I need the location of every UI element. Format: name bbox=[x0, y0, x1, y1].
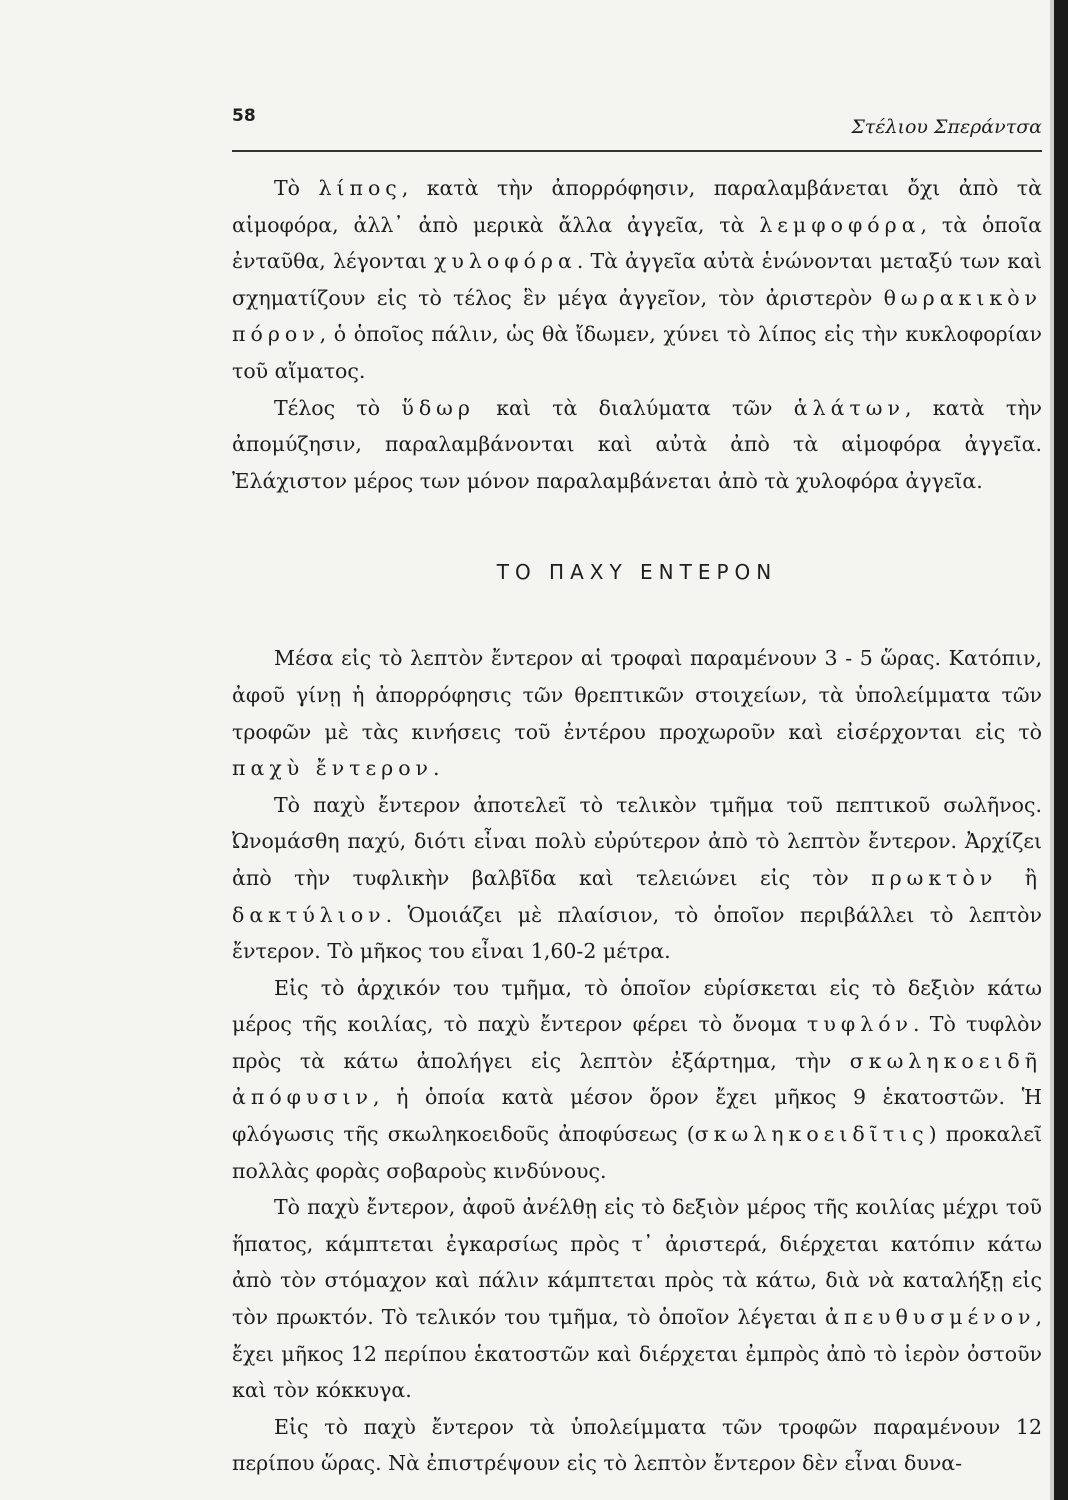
page-edge bbox=[1054, 0, 1068, 1500]
emphasis-term: θωρακικὸν πόρον bbox=[232, 285, 1042, 347]
paragraph-4: Τὸ παχὺ ἔντερον ἀποτελεῖ τὸ τελικὸν τμῆμα τοῦ πεπτικοῦ σωλῆνος. Ὠνομάσθη παχύ, διότι εἶναι πολὺ εὐρύτερον ἀπὸ τὸ λεπτὸν ἔντερον. Ἀρχίζει ἀπὸ τὴν τυφλικὴν βαλβῖδα καὶ τελειώνει εἰς τὸν πρωκτὸν ἢ δακτύλιον. Ὁμοιάζει μὲ πλαίσιον, τὸ ὁποῖον περιβάλλει τὸ λεπτὸν ἔντερον. Τὸ μῆκος του εἶναι 1,60-2 μέτρα. bbox=[232, 792, 1043, 964]
emphasis-term: παχὺ ἔντερον bbox=[232, 756, 433, 781]
emphasis-term: ὕδωρ bbox=[401, 395, 475, 420]
paragraph-7: Εἰς τὸ παχὺ ἔντερον τὰ ὑπολείμματα τῶν τροφῶν παραμένουν 12 περίπου ὥρας. Νὰ ἐπιστρέψουν εἰς τὸ λεπτὸν ἔντερον δὲν εἶναι δυνα- bbox=[232, 1414, 1042, 1476]
emphasis-term: πρωκτὸν ἢ δακτύλιον bbox=[232, 865, 1043, 927]
section-title: ΤΟ ΠΑΧΥ ΕΝΤΕΡΟΝ bbox=[496, 560, 778, 585]
body-text bbox=[232, 170, 1042, 1482]
emphasis-term: ἀπευθυσμένον bbox=[825, 1305, 1036, 1330]
paragraph-6: Τὸ παχὺ ἔντερον, ἀφοῦ ἀνέλθῃ εἰς τὸ δεξιὸν μέρος τῆς κοιλίας μέχρι τοῦ ἥπατος, κάμπτεται ἐγκαρσίως πρὸς τ᾽ ἀριστερά, διέρχεται κατόπιν κάτω ἀπὸ τὸν στόμαχον καὶ πάλιν κάμπτεται πρὸς τὰ κάτω, διὰ νὰ καταλήξῃ εἰς τὸν πρωκτόν. Τὸ τελικόν του τμῆμα, τὸ ὁποῖον λέγεται ἀπευθυσμένον, ἔχει μῆκος 12 περίπου ἑκατοστῶν καὶ διέρχεται ἐμπρὸς ἀπὸ τὸ ἱερὸν ὀστοῦν καὶ τὸν κόκκυγα. bbox=[232, 1195, 1042, 1403]
paragraph-1: Τὸ λίπος, κατὰ τὴν ἀπορρόφησιν, παραλαμβάνεται ὄχι ἀπὸ τὰ αἱμοφόρα, ἀλλ᾽ ἀπὸ μερικὰ ἄλλα ἀγγεῖα, τὰ λεμφοφόρα, τὰ ὁποῖα ἐνταῦθα, λέγονται χυλοφόρα. Τὰ ἀγγεῖα αὐτὰ ἑνώνονται μεταξύ των καὶ σχηματίζουν εἰς τὸ τέλος ἓν μέγα ἀγγεῖον, τὸν ἀριστερὸν θωρακικὸν πόρον, ὁ ὁποῖος πάλιν, ὡς θὰ ἴδωμεν, χύνει τὸ λίπος εἰς τὴν κυκλοφορίαν τοῦ αἵματος. bbox=[232, 176, 1042, 383]
emphasis-term: τυφλόν bbox=[807, 1012, 914, 1037]
emphasis-term: σκωληκοειδῖτις bbox=[694, 1122, 929, 1147]
emphasis-term: ἁλάτων bbox=[793, 395, 905, 420]
header-rule bbox=[232, 150, 1042, 152]
emphasis-term: χυλοφόρα bbox=[434, 249, 577, 274]
page-header bbox=[232, 100, 1042, 154]
emphasis-term: λίπος bbox=[318, 176, 402, 200]
emphasis-term: λεμφοφόρα bbox=[759, 212, 921, 237]
emphasis-term: σκωληκοειδῆ ἀπόφυσιν bbox=[232, 1048, 1042, 1110]
paragraph-5: Εἰς τὸ ἀρχικόν του τμῆμα, τὸ ὁποῖον εὑρίσκεται εἰς τὸ δεξιὸν κάτω μέρος τῆς κοιλίας, τὸ παχὺ ἔντερον φέρει τὸ ὄνομα τυφλόν. Τὸ τυφλὸν πρὸς τὰ κάτω ἀπολήγει εἰς λεπτὸν ἐξάρτημα, τὴν σκωληκοειδῆ ἀπόφυσιν, ἡ ὁποία κατὰ μέσον ὅρον ἔχει μῆκος 9 ἑκατοστῶν. Ἡ φλόγωσις τῆς σκωληκοειδοῦς ἀποφύσεως (σκωληκοειδῖτις) προκαλεῖ πολλὰς φορὰς σοβαροὺς κινδύνους. bbox=[232, 975, 1042, 1183]
paragraph-2: Τέλος τὸ ὕδωρ καὶ τὰ διαλύματα τῶν ἁλάτων, κατὰ τὴν ἀπομύζησιν, παραλαμβάνονται καὶ αὐτὰ ἀπὸ τὰ αἱμοφόρα ἀγγεῖα. Ἐλάχιστον μέρος των μόνον παραλαμβάνεται ἀπὸ τὰ χυλοφόρα ἀγγεῖα. bbox=[232, 395, 1042, 493]
page-number: 58 bbox=[232, 106, 256, 126]
paragraph-3: Μέσα εἰς τὸ λεπτὸν ἔντερον αἱ τροφαὶ παραμένουν 3 - 5 ὥρας. Κατόπιν, ἀφοῦ γίνῃ ἡ ἀπορρόφησις τῶν θρεπτικῶν στοιχείων, τὰ ὑπολείμματα τῶν τροφῶν μὲ τὰς κινήσεις τοῦ ἐντέρου προχωροῦν καὶ εἰσέρχονται εἰς τὸ παχὺ ἔντερον. bbox=[232, 646, 1042, 781]
running-head: Στέλιου Σπεράντσα bbox=[851, 116, 1042, 138]
